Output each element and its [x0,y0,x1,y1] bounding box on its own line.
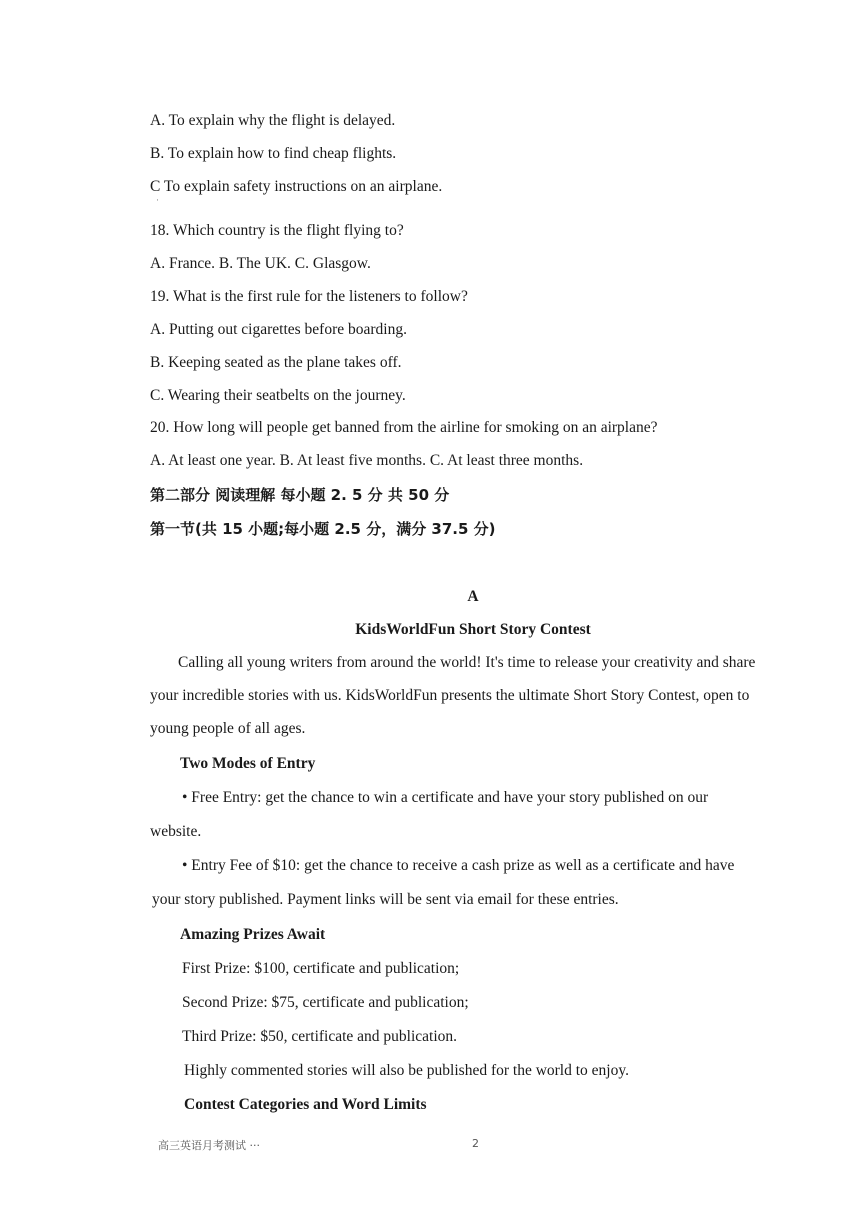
q18-options: A. France. B. The UK. C. Glasgow. [150,255,371,272]
intro-line-1: Calling all young writers from around the world! It's time to release your creativity and share [178,654,756,671]
passage-title: KidsWorldFun Short Story Contest [355,621,591,638]
modes-heading: Two Modes of Entry [180,755,316,772]
q19-option-c: C. Wearing their seatbelts on the journey. [150,387,406,404]
q19-question: 19. What is the first rule for the listeners to follow? [150,288,468,305]
q19-option-a: A. Putting out cigarettes before boarding. [150,321,407,338]
passage-letter: A [467,588,479,605]
page-number: 2 [472,1137,479,1150]
intro-line-3: young people of all ages. [150,720,306,737]
prize-second: Second Prize: $75, certificate and publication; [182,994,469,1011]
footer-exam-name: 高三英语月考测试 ··· [158,1139,260,1152]
categories-heading: Contest Categories and Word Limits [184,1096,427,1113]
stray-mark: · [156,195,159,205]
free-entry-line-2: website. [150,823,202,840]
q17-option-c: C To explain safety instructions on an airplane. [150,178,443,195]
q20-options: A. At least one year. B. At least five months. C. At least three months. [150,452,584,469]
intro-line-2: your incredible stories with us. KidsWorldFun presents the ultimate Short Story Contest, open to [150,687,750,704]
paid-entry-line-1: • Entry Fee of $10: get the chance to receive a cash prize as well as a certificate and have [182,857,735,874]
q18-question: 18. Which country is the flight flying to? [150,222,404,239]
q17-option-b: B. To explain how to find cheap flights. [150,145,397,162]
q17-option-a: A. To explain why the flight is delayed. [150,112,396,129]
q20-question: 20. How long will people get banned from the airline for smoking on an airplane? [150,419,658,436]
free-entry-line-1: • Free Entry: get the chance to win a certificate and have your story published on our [182,789,709,806]
q19-option-b: B. Keeping seated as the plane takes off. [150,354,402,371]
section-one-heading: 第一节(共 15 小题;每小题 2.5 分，满分 37.5 分) [150,520,496,538]
prize-first: First Prize: $100, certificate and publication; [182,960,460,977]
prize-third: Third Prize: $50, certificate and publication. [182,1028,458,1045]
paid-entry-line-2: your story published. Payment links will be sent via email for these entries. [152,891,619,908]
prizes-heading: Amazing Prizes Await [180,926,326,943]
prize-highly-commended: Highly commented stories will also be published for the world to enjoy. [184,1062,629,1079]
part-two-heading: 第二部分 阅读理解 每小题 2. 5 分 共 50 分 [150,486,450,504]
